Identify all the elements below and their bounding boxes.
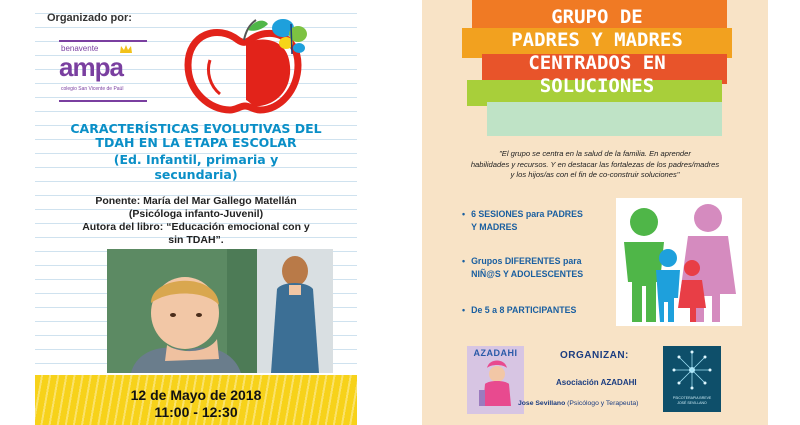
apple-butterfly-illustration [180, 10, 310, 115]
group-title [462, 6, 732, 98]
quote-line: "El grupo se centra en la salud de la familia. En aprender [499, 149, 691, 158]
group-description [442, 149, 748, 181]
classroom-photo [107, 249, 333, 373]
subtitle-line: secundaria) [154, 167, 238, 182]
quote-line: y los hijos/as con el fin de co-construir soluciones" [510, 170, 680, 179]
quote-line: habilidades y recursos. Y en destacar las fortalezas de los padres/madres [470, 159, 720, 169]
group-title-line: GRUPO DE [551, 6, 643, 28]
speaker-line: sin TDAH”. [168, 234, 224, 246]
speaker-line: Ponente: María del Mar Gallego Matellán [95, 195, 297, 207]
logo-divider [59, 100, 147, 102]
left-poster [35, 0, 357, 425]
azadahi-logo-text: AZADAHI [473, 348, 518, 358]
psychotherapy-logo [663, 346, 721, 412]
logo-divider [59, 40, 147, 42]
title-line: TDAH EN LA ETAPA ESCOLAR [95, 135, 297, 150]
event-time: 11:00 - 12:30 [154, 404, 238, 420]
talk-subtitle [35, 152, 357, 182]
speaker-info [35, 195, 357, 247]
subtitle-line: (Ed. Infantil, primaria y [113, 152, 279, 167]
ampa-logo [55, 40, 151, 102]
logo-brand: ampa [59, 52, 123, 82]
right-poster [422, 0, 768, 425]
logo-prefix: benavente [61, 44, 99, 53]
bullet-icon: • [462, 209, 466, 219]
azadahi-logo [467, 346, 524, 414]
family-illustration [616, 198, 742, 326]
therapist-name: Jose Sevillano [518, 400, 566, 407]
title-line: CARACTERÍSTICAS EVOLUTIVAS DEL [70, 121, 322, 136]
group-title-line: CENTRADOS EN [528, 52, 666, 74]
group-title-line: SOLUCIONES [539, 75, 655, 97]
list-item-line: 6 SESIONES para PADRES [471, 209, 583, 219]
child-icon [467, 346, 524, 414]
event-date: 12 de Mayo de 2018 [130, 387, 262, 403]
list-item-line: NIÑ@S Y ADOLESCENTES [471, 269, 584, 279]
organizers-label: ORGANIZAN: [560, 350, 629, 361]
list-item [462, 304, 576, 317]
logo-school: colegio San Vicente de Paúl [61, 86, 124, 92]
list-item-line: De 5 a 8 PARTICIPANTES [471, 305, 577, 315]
logo-text-line: JOSÉ SEVILLANO [677, 400, 707, 405]
bullet-icon: • [462, 305, 466, 315]
association-name: Asociación AZADAHI [556, 378, 637, 387]
group-title-line: PADRES Y MADRES [511, 29, 683, 51]
list-item [462, 255, 583, 281]
speaker-line: Autora del libro: “Educación emocional con y [82, 221, 310, 233]
therapist-info [518, 400, 638, 407]
talk-title [35, 122, 357, 150]
logo-text-line: PSICOTERAPIA BREVE [672, 396, 712, 400]
speaker-line: (Psicóloga infanto-Juvenil) [128, 208, 264, 220]
list-item-line: Grupos DIFERENTES para [471, 256, 582, 266]
list-item [462, 208, 583, 234]
organized-by-label: Organizado por: [47, 12, 132, 24]
psychotherapy-logo-text [663, 396, 721, 405]
list-item-line: Y MADRES [471, 222, 518, 232]
therapist-role: (Psicólogo y Terapeuta) [567, 400, 639, 407]
bullet-icon: • [462, 256, 466, 266]
